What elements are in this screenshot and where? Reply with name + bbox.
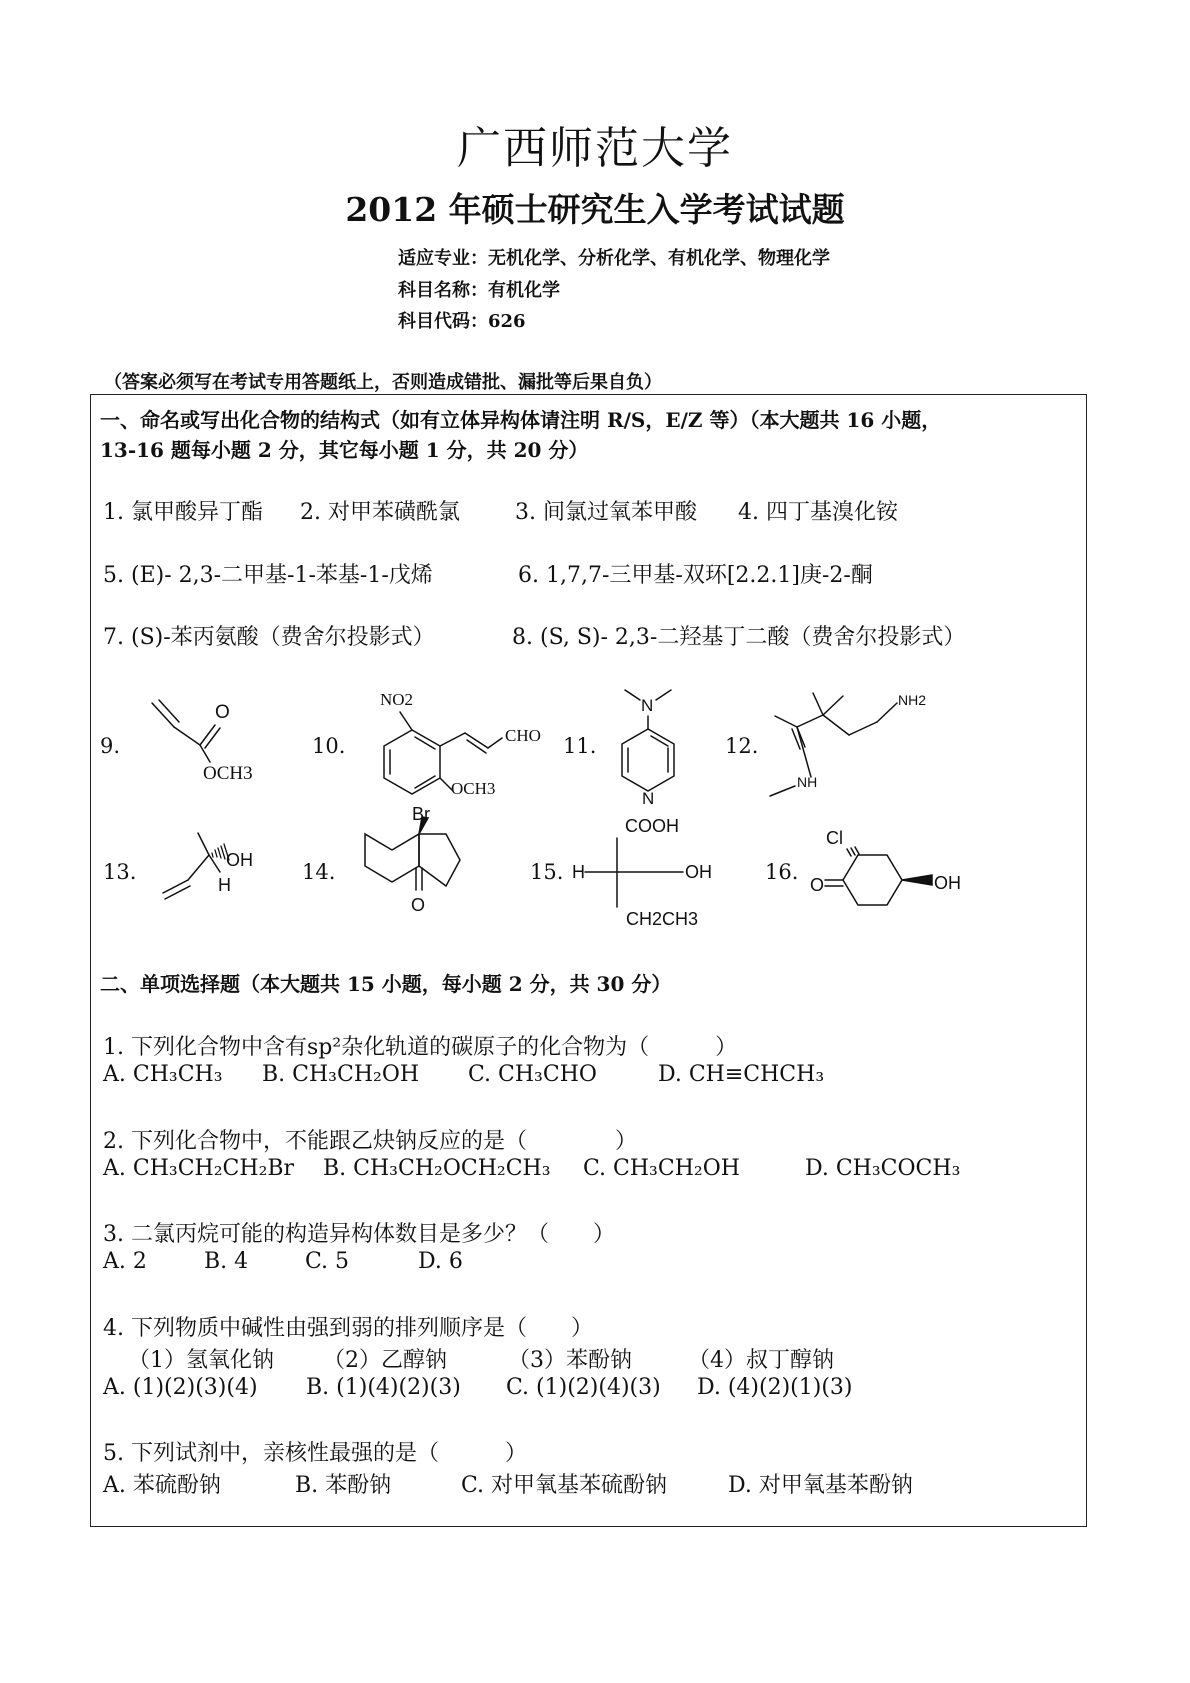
s2-q5-option-b: B. 苯酚钠 xyxy=(295,1473,392,1498)
s1-q1: 1. 氯甲酸异丁酯 xyxy=(103,500,263,525)
s2-q4-option-a: A. (1)(2)(3)(4) xyxy=(103,1375,258,1400)
label-10-no2: NO2 xyxy=(380,690,414,709)
structure-14 xyxy=(365,817,460,890)
s1-q9-number: 9. xyxy=(100,734,121,758)
label-15-cooh: COOH xyxy=(625,816,679,836)
label-9-o: O xyxy=(215,702,230,723)
label-15-ch2ch3: CH2CH3 xyxy=(626,909,699,929)
s1-q5: 5. (E)- 2,3-二甲基-1-苯基-1-戊烯 xyxy=(103,563,433,588)
s2-q3-option-c: C. 5 xyxy=(305,1249,350,1274)
s2-q1-option-d: D. CH≡CHCH₃ xyxy=(658,1062,825,1087)
s2-q2-stem: 2. 下列化合物中，不能跟乙炔钠反应的是（ ） xyxy=(103,1129,637,1154)
label-12-nh: NH xyxy=(797,774,818,790)
s1-q11-number: 11. xyxy=(563,734,597,758)
label-9-och3: OCH3 xyxy=(203,763,253,784)
label-16-cl: Cl xyxy=(826,828,843,848)
s1-q7: 7. (S)-苯丙氨酸（费舍尔投影式） xyxy=(103,625,435,650)
s2-q4-item-2: （2）乙醇钠 xyxy=(323,1348,447,1373)
s2-q1-option-b: B. CH₃CH₂OH xyxy=(262,1062,420,1087)
label-15-h: H xyxy=(572,862,585,882)
s2-q1-option-a: A. CH₃CH₃ xyxy=(103,1062,223,1087)
label-13-oh: OH xyxy=(226,850,253,870)
s2-q2-option-c: C. CH₃CH₂OH xyxy=(583,1156,740,1181)
label-14-br: Br xyxy=(412,804,430,824)
applicable-majors: 适应专业：无机化学、分析化学、有机化学、物理化学 xyxy=(398,248,830,269)
s1-q14-number: 14. xyxy=(302,860,336,884)
exam-title: 2012 年硕士研究生入学考试试题 xyxy=(345,190,845,229)
structure-12 xyxy=(770,693,897,796)
s2-q3-option-b: B. 4 xyxy=(204,1249,249,1274)
s2-q3-stem: 3. 二氯丙烷可能的构造异构体数目是多少？（ ） xyxy=(103,1222,615,1247)
s1-q13-number: 13. xyxy=(103,860,137,884)
section1-title-line2: 13-16 题每小题 2 分，其它每小题 1 分，共 20 分） xyxy=(100,438,589,462)
subject-code: 科目代码：626 xyxy=(398,311,526,332)
s1-q8: 8. (S, S)- 2,3-二羟基丁二酸（费舍尔投影式） xyxy=(512,625,966,650)
s2-q1-option-c: C. CH₃CHO xyxy=(468,1062,597,1087)
s2-q4-item-3: （3）苯酚钠 xyxy=(508,1348,632,1373)
label-16-o: O xyxy=(810,875,825,895)
s2-q2-option-d: D. CH₃COCH₃ xyxy=(805,1156,961,1181)
s1-q6: 6. 1,7,7-三甲基-双环[2.2.1]庚-2-酮 xyxy=(518,563,873,588)
structure-15 xyxy=(585,838,683,907)
s1-q3: 3. 间氯过氧苯甲酸 xyxy=(515,500,697,525)
s2-q4-item-4: （4）叔丁醇钠 xyxy=(688,1348,834,1373)
s1-q15-number: 15. xyxy=(530,860,564,884)
structure-9 xyxy=(152,700,220,762)
label-11-ring-n: N xyxy=(642,789,655,808)
s2-q5-option-a: A. 苯硫酚钠 xyxy=(103,1473,221,1498)
label-15-oh: OH xyxy=(685,862,712,882)
label-14-o: O xyxy=(411,895,426,915)
s2-q4-option-c: C. (1)(2)(4)(3) xyxy=(506,1375,661,1400)
subject-name: 科目名称：有机化学 xyxy=(398,280,560,301)
s1-q4: 4. 四丁基溴化铵 xyxy=(738,500,898,525)
s2-q4-item-1: （1）氢氧化钠 xyxy=(128,1348,274,1373)
s2-q5-option-d: D. 对甲氧基苯酚钠 xyxy=(728,1473,913,1498)
s1-q10-number: 10. xyxy=(312,734,346,758)
s2-q2-option-a: A. CH₃CH₂CH₂Br xyxy=(103,1156,295,1181)
label-10-och3: OCH3 xyxy=(451,779,496,798)
s2-q4-option-b: B. (1)(4)(2)(3) xyxy=(306,1375,461,1400)
s2-q5-stem: 5. 下列试剂中，亲核性最强的是（ ） xyxy=(103,1441,527,1466)
structure-16 xyxy=(825,847,932,905)
university-name: 广西师范大学 xyxy=(457,123,733,174)
answer-notice: （答案必须写在考试专用答题纸上，否则造成错批、漏批等后果自负） xyxy=(104,372,662,393)
s2-q3-option-d: D. 6 xyxy=(418,1249,463,1274)
s2-q3-option-a: A. 2 xyxy=(103,1249,147,1274)
s2-q2-option-b: B. CH₃CH₂OCH₂CH₃ xyxy=(323,1156,551,1181)
section2-title: 二、单项选择题（本大题共 15 小题，每小题 2 分，共 30 分） xyxy=(100,972,672,996)
label-16-oh: OH xyxy=(934,873,961,893)
s1-q12-number: 12. xyxy=(725,734,759,758)
s1-q16-number: 16. xyxy=(765,860,799,884)
s2-q5-option-c: C. 对甲氧基苯硫酚钠 xyxy=(461,1473,668,1498)
s2-q1-stem: 1. 下列化合物中含有sp²杂化轨道的碳原子的化合物为（ ） xyxy=(103,1035,738,1060)
label-13-h: H xyxy=(218,875,231,895)
section1-title-line1: 一、命名或写出化合物的结构式（如有立体异构体请注明 R/S，E/Z 等）（本大题共 16 小题， xyxy=(100,408,942,432)
label-12-nh2: NH2 xyxy=(898,692,927,708)
s1-q2: 2. 对甲苯磺酰氯 xyxy=(300,500,460,525)
s2-q4-stem: 4. 下列物质中碱性由强到弱的排列顺序是（ ） xyxy=(103,1316,593,1341)
label-10-cho: CHO xyxy=(505,726,541,745)
label-11-nme2: N xyxy=(641,696,654,715)
s2-q4-option-d: D. (4)(2)(1)(3) xyxy=(697,1375,853,1400)
